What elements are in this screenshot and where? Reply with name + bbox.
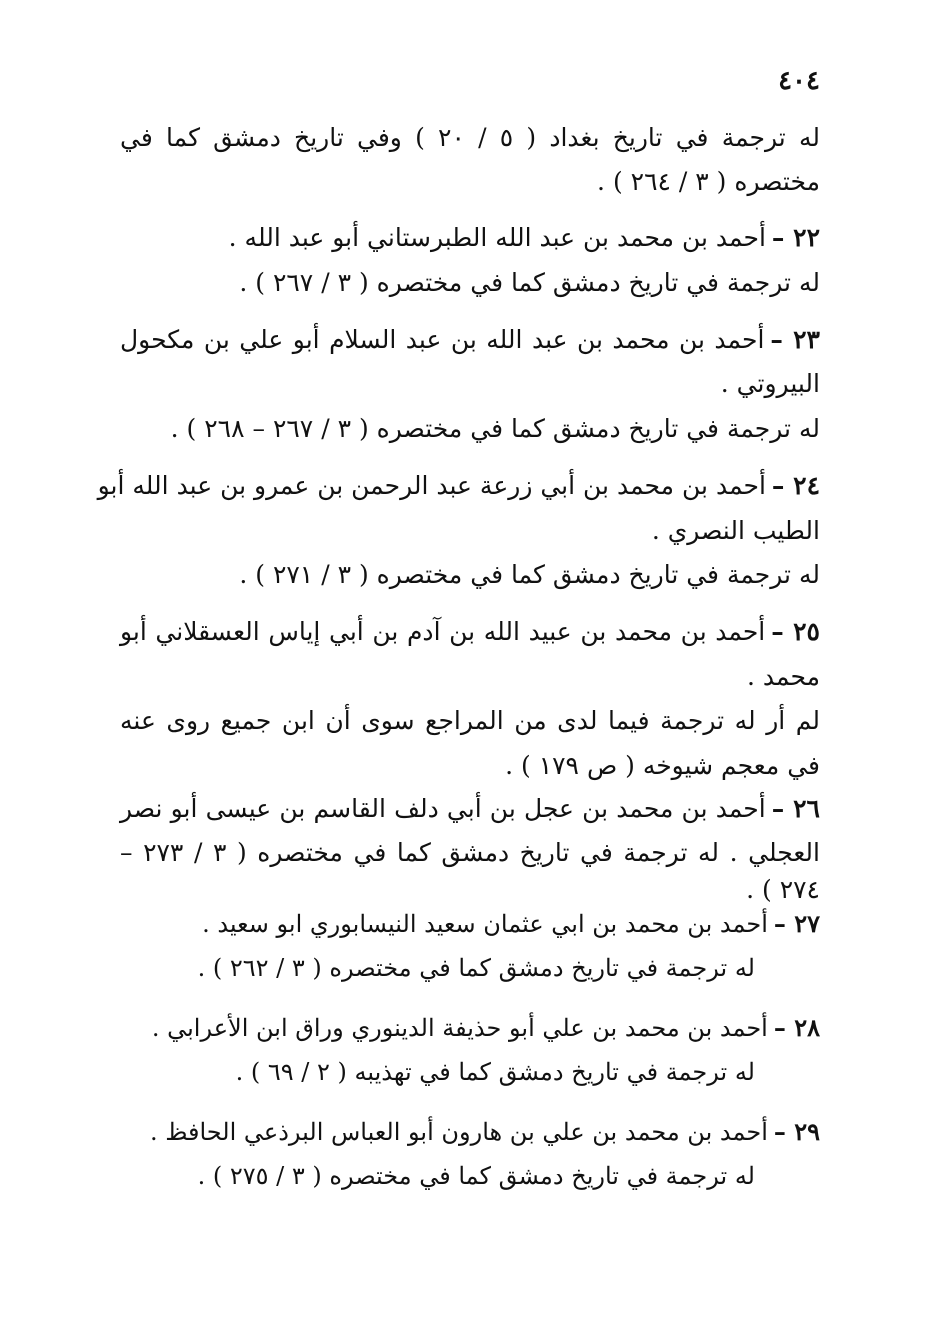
entry-name-text: أحمد بن محمد بن عجل بن أبي دلف القاسم بن عيسى أبو نصر xyxy=(120,794,766,823)
entry-24-note: له ترجمة في تاريخ دمشق كما في مختصره ( ٣ / ٢٧١ ) . xyxy=(239,560,820,589)
entry-23-name-cont: البيروتي . xyxy=(720,369,820,398)
entry-28-note: له ترجمة في تاريخ دمشق كما في تهذيبه ( ٢ / ٦٩ ) . xyxy=(235,1058,755,1086)
entry-24-name xyxy=(97,466,820,506)
entry-name-text: أحمد بن محمد بن علي بن هارون أبو العباس البرذعي الحافظ . xyxy=(149,1118,768,1146)
entry-25-name xyxy=(120,612,820,652)
entry-number: ٢٧ – xyxy=(773,909,820,938)
entry-23-name xyxy=(120,320,820,360)
entry-number: ٢٢ – xyxy=(771,223,820,252)
entry-number: ٢٥ – xyxy=(771,617,820,646)
entry-28-name xyxy=(120,1008,820,1048)
entry-25-name-cont: محمد . xyxy=(747,662,820,691)
entry-name-text: أحمد بن محمد بن عبد الله بن عبد السلام أبو علي بن مكحول xyxy=(120,325,765,354)
entry-25-note: لم أر له ترجمة فيما لدى من المراجع سوى أن ابن جميع روى عنه xyxy=(120,706,820,735)
entry-22-note: له ترجمة في تاريخ دمشق كما في مختصره ( ٣ / ٢٦٧ ) . xyxy=(239,268,820,297)
entry-29-note: له ترجمة في تاريخ دمشق كما في مختصره ( ٣ / ٢٧٥ ) . xyxy=(197,1162,755,1190)
entry-number: ٢٨ – xyxy=(773,1013,820,1042)
entry-number: ٢٩ – xyxy=(773,1117,820,1146)
intro-line: مختصره ( ٣ / ٢٦٤ ) . xyxy=(597,167,820,196)
entry-26-name-cont: ٢٧٤ ) . xyxy=(746,875,820,904)
entry-name-text: أحمد بن محمد بن عبد الله الطبرستاني أبو عبد الله . xyxy=(228,223,766,252)
entry-22-name xyxy=(120,218,820,258)
entry-name-text: أحمد بن محمد بن علي أبو حذيفة الدينوري وراق ابن الأعرابي . xyxy=(151,1014,768,1042)
intro-line: له ترجمة في تاريخ بغداد ( ٥ / ٢٠ ) وفي تاريخ دمشق كما في xyxy=(120,123,820,152)
entry-27-note: له ترجمة في تاريخ دمشق كما في مختصره ( ٣ / ٢٦٢ ) . xyxy=(197,954,755,982)
entry-27-name xyxy=(120,904,820,944)
entry-name-text: أحمد بن محمد بن ابي عثمان سعيد النيسابوري ابو سعيد . xyxy=(202,910,768,938)
entry-25-note-cont: في معجم شيوخه ( ص ١٧٩ ) . xyxy=(505,751,820,780)
entry-name-text: أحمد بن محمد بن عبيد الله بن آدم بن أبي إياس العسقلاني أبو xyxy=(120,617,766,646)
entry-23-note: له ترجمة في تاريخ دمشق كما في مختصره ( ٣ / ٢٦٧ – ٢٦٨ ) . xyxy=(170,414,820,443)
entry-name-text: أحمد بن محمد بن أبي زرعة عبد الرحمن بن عمرو بن عبد الله أبو xyxy=(97,471,766,500)
entry-26-name xyxy=(120,789,820,829)
page-number: ٤٠٤ xyxy=(778,66,820,96)
entry-26-name-cont: العجلي . له ترجمة في تاريخ دمشق كما في مختصره ( ٣ / ٢٧٣ – xyxy=(120,838,820,867)
entry-number: ٢٤ – xyxy=(771,471,820,500)
entry-29-name xyxy=(120,1112,820,1152)
entry-number: ٢٣ – xyxy=(770,325,820,354)
entry-number: ٢٦ – xyxy=(771,794,820,823)
entry-24-name-cont: الطيب النصري . xyxy=(651,516,820,545)
